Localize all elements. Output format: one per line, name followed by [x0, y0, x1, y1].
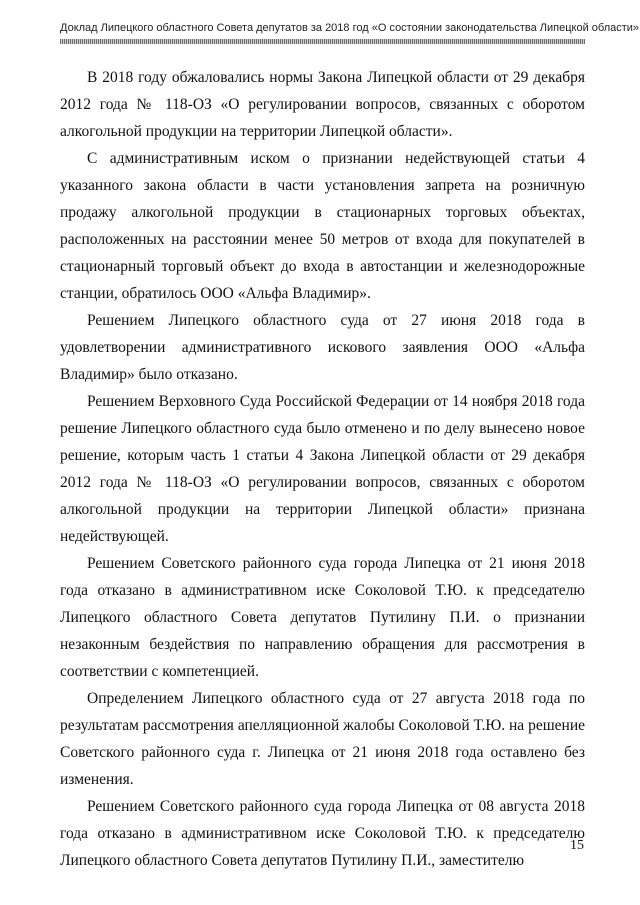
document-body: [60, 64, 585, 874]
paragraph-4: Решением Верховного Суда Российской Федерации от 14 ноября 2018 года решение Липецкого областного суда было отменено и по делу вынесено новое решение, которым часть 1 статьи 4 Закона Липецкой области от 29 декабря 2012 года № 118-ОЗ «О регулировании вопросов, связанных с оборотом алкогольной продукции на территории Липецкой области» признана недействующей.: [60, 393, 585, 545]
page-number: 15: [570, 838, 584, 853]
paragraph-2: С административным иском о признании недействующей статьи 4 указанного закона области в части установления запрета на розничную продажу алкогольной продукции в стационарных торговых объектах, расположенных на расстоянии менее 50 метров от входа для покупателей в стационарный торговый объект до входа в автостанции и железнодорожные станции, обратилось ООО «Альфа Владимир».: [60, 150, 585, 302]
header-rule: [60, 39, 585, 44]
paragraph-3: Решением Липецкого областного суда от 27 июня 2018 года в удовлетворении административного искового заявления ООО «Альфа Владимир» было отказано.: [60, 312, 585, 383]
paragraph-5: Решением Советского районного суда города Липецка от 21 июня 2018 года отказано в административном иске Соколовой Т.Ю. к председателю Липецкого областного Совета депутатов Путилину П.И. о признании незаконным бездействия по направлению обращения для рассмотрения в соответствии с компетенцией.: [60, 555, 585, 680]
paragraph-6: Определением Липецкого областного суда от 27 августа 2018 года по результатам рассмотрения апелляционной жалобы Соколовой Т.Ю. на решение Советского районного суда г. Липецка от 21 июня 2018 года оставлено без изменения.: [60, 690, 585, 788]
paragraph-7: Решением Советского районного суда города Липецка от 08 августа 2018 года отказано в административном иске Соколовой Т.Ю. к председателю Липецкого областного Совета депутатов Путилину П.И., заместителю: [60, 798, 585, 869]
running-header: Доклад Липецкого областного Совета депутатов за 2018 год «О состоянии законодательства Липецкой области»: [60, 22, 640, 34]
paragraph-1: В 2018 году обжаловались нормы Закона Липецкой области от 29 декабря 2012 года № 118-ОЗ «О регулировании вопросов, связанных с оборотом алкогольной продукции на территории Липецкой области».: [60, 69, 585, 140]
